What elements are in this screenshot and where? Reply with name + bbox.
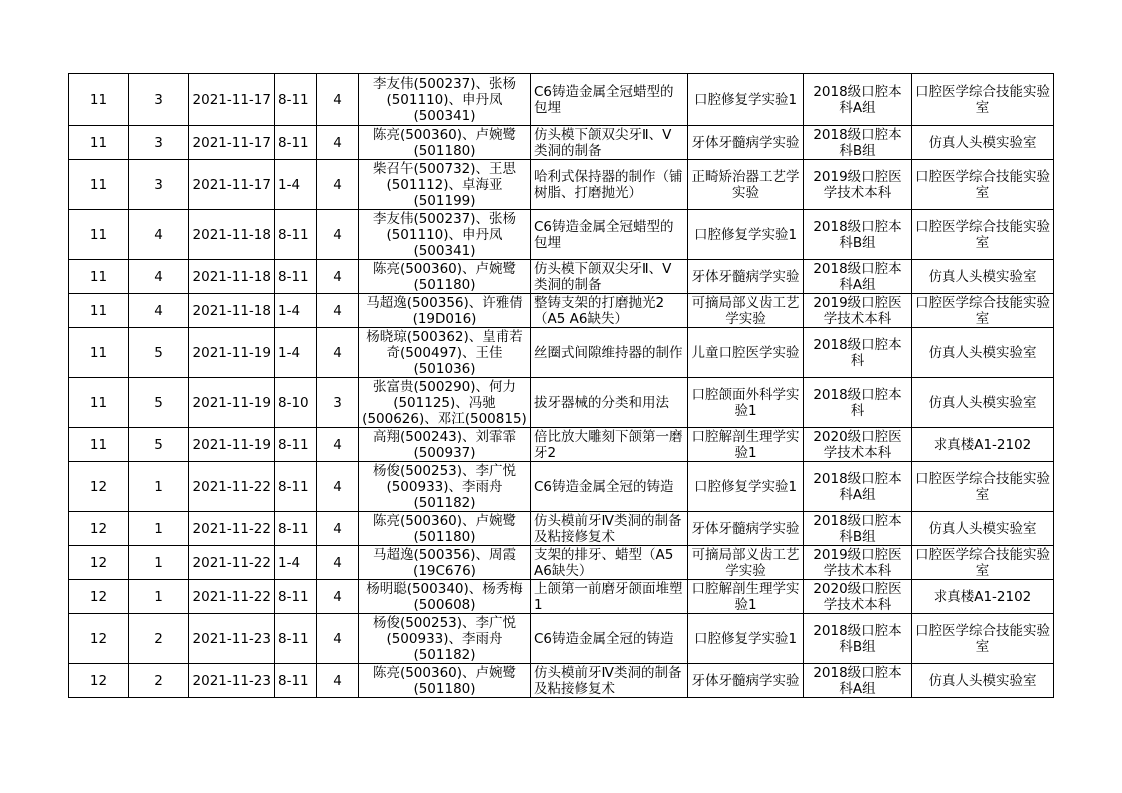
sections-cell: 1-4 [275, 294, 317, 328]
course-cell: 牙体牙髓病学实验 [688, 260, 804, 294]
content-cell: 哈利式保持器的制作（铺树脂、打磨抛光） [531, 160, 688, 210]
content-cell: C6铸造金属全冠蜡型的包埋 [531, 210, 688, 260]
course-cell: 牙体牙髓病学实验 [688, 664, 804, 698]
table-row [69, 512, 1054, 546]
sections-cell: 8-11 [275, 580, 317, 614]
class-cell: 2018级口腔本科A组 [804, 462, 912, 512]
room-cell: 求真楼A1-2102 [912, 428, 1054, 462]
week-cell: 11 [69, 126, 129, 160]
class-cell: 2018级口腔本科B组 [804, 512, 912, 546]
date-cell: 2021-11-22 [189, 512, 275, 546]
date-cell: 2021-11-22 [189, 580, 275, 614]
teachers-cell: 杨晓琼(500362)、皇甫若奇(500497)、王佳(501036) [359, 328, 531, 378]
date-cell: 2021-11-23 [189, 664, 275, 698]
content-cell: C6铸造金属全冠蜡型的包埋 [531, 74, 688, 126]
day-cell: 4 [129, 294, 189, 328]
day-cell: 1 [129, 512, 189, 546]
sections-cell: 8-11 [275, 260, 317, 294]
sections-cell: 8-11 [275, 74, 317, 126]
content-cell: 支架的排牙、蜡型（A5 A6缺失） [531, 546, 688, 580]
day-cell: 2 [129, 614, 189, 664]
class-cell: 2018级口腔本科 [804, 378, 912, 428]
table-row [69, 160, 1054, 210]
day-cell: 1 [129, 580, 189, 614]
date-cell: 2021-11-23 [189, 614, 275, 664]
content-cell: 仿头模下颌双尖牙Ⅱ、Ⅴ类洞的制备 [531, 126, 688, 160]
content-cell: C6铸造金属全冠的铸造 [531, 462, 688, 512]
course-cell: 口腔解剖生理学实验1 [688, 428, 804, 462]
sections-cell: 8-11 [275, 614, 317, 664]
table-row [69, 614, 1054, 664]
date-cell: 2021-11-18 [189, 210, 275, 260]
teachers-cell: 杨俊(500253)、李广悦(500933)、李雨舟(501182) [359, 462, 531, 512]
course-cell: 口腔修复学实验1 [688, 614, 804, 664]
class-cell: 2018级口腔本科A组 [804, 74, 912, 126]
room-cell: 仿真人头模实验室 [912, 328, 1054, 378]
sections-cell: 8-11 [275, 210, 317, 260]
content-cell: 仿头模下颌双尖牙Ⅱ、Ⅴ类洞的制备 [531, 260, 688, 294]
day-cell: 3 [129, 160, 189, 210]
teachers-cell: 陈亮(500360)、卢婉鹭(501180) [359, 664, 531, 698]
hours-cell: 4 [317, 210, 359, 260]
week-cell: 12 [69, 614, 129, 664]
week-cell: 12 [69, 580, 129, 614]
table-row [69, 664, 1054, 698]
schedule-table [68, 73, 1054, 698]
class-cell: 2018级口腔本科 [804, 328, 912, 378]
table-row [69, 126, 1054, 160]
course-cell: 可摘局部义齿工艺学实验 [688, 294, 804, 328]
table-row [69, 328, 1054, 378]
hours-cell: 4 [317, 260, 359, 294]
week-cell: 12 [69, 664, 129, 698]
course-cell: 口腔解剖生理学实验1 [688, 580, 804, 614]
week-cell: 12 [69, 546, 129, 580]
day-cell: 4 [129, 210, 189, 260]
day-cell: 4 [129, 260, 189, 294]
date-cell: 2021-11-19 [189, 328, 275, 378]
hours-cell: 4 [317, 74, 359, 126]
date-cell: 2021-11-19 [189, 378, 275, 428]
content-cell: 拔牙器械的分类和用法 [531, 378, 688, 428]
week-cell: 11 [69, 210, 129, 260]
room-cell: 口腔医学综合技能实验室 [912, 160, 1054, 210]
sections-cell: 1-4 [275, 546, 317, 580]
sections-cell: 1-4 [275, 328, 317, 378]
day-cell: 5 [129, 328, 189, 378]
date-cell: 2021-11-18 [189, 260, 275, 294]
class-cell: 2018级口腔本科B组 [804, 614, 912, 664]
hours-cell: 4 [317, 328, 359, 378]
date-cell: 2021-11-17 [189, 126, 275, 160]
course-cell: 牙体牙髓病学实验 [688, 126, 804, 160]
content-cell: C6铸造金属全冠的铸造 [531, 614, 688, 664]
room-cell: 口腔医学综合技能实验室 [912, 546, 1054, 580]
class-cell: 2019级口腔医学技术本科 [804, 546, 912, 580]
room-cell: 口腔医学综合技能实验室 [912, 614, 1054, 664]
table-row [69, 546, 1054, 580]
table-row [69, 378, 1054, 428]
hours-cell: 4 [317, 294, 359, 328]
day-cell: 1 [129, 546, 189, 580]
day-cell: 5 [129, 428, 189, 462]
day-cell: 2 [129, 664, 189, 698]
teachers-cell: 李友伟(500237)、张杨(501110)、申丹凤(500341) [359, 210, 531, 260]
day-cell: 3 [129, 74, 189, 126]
sections-cell: 8-11 [275, 428, 317, 462]
room-cell: 仿真人头模实验室 [912, 664, 1054, 698]
week-cell: 11 [69, 428, 129, 462]
teachers-cell: 马超逸(500356)、周霞(19C676) [359, 546, 531, 580]
content-cell: 倍比放大雕刻下颌第一磨牙2 [531, 428, 688, 462]
content-cell: 丝圈式间隙维持器的制作 [531, 328, 688, 378]
room-cell: 口腔医学综合技能实验室 [912, 462, 1054, 512]
hours-cell: 4 [317, 512, 359, 546]
course-cell: 正畸矫治器工艺学实验 [688, 160, 804, 210]
sections-cell: 8-11 [275, 126, 317, 160]
content-cell: 仿头模前牙Ⅳ类洞的制备及粘接修复术 [531, 512, 688, 546]
date-cell: 2021-11-17 [189, 160, 275, 210]
teachers-cell: 李友伟(500237)、张杨(501110)、申丹凤(500341) [359, 74, 531, 126]
hours-cell: 4 [317, 664, 359, 698]
day-cell: 5 [129, 378, 189, 428]
hours-cell: 4 [317, 126, 359, 160]
teachers-cell: 柴召午(500732)、王思(501112)、卓海亚(501199) [359, 160, 531, 210]
week-cell: 11 [69, 74, 129, 126]
teachers-cell: 陈亮(500360)、卢婉鹭(501180) [359, 512, 531, 546]
content-cell: 整铸支架的打磨抛光2（A5 A6缺失） [531, 294, 688, 328]
class-cell: 2018级口腔本科A组 [804, 664, 912, 698]
hours-cell: 4 [317, 160, 359, 210]
room-cell: 仿真人头模实验室 [912, 378, 1054, 428]
course-cell: 牙体牙髓病学实验 [688, 512, 804, 546]
week-cell: 12 [69, 462, 129, 512]
class-cell: 2018级口腔本科B组 [804, 126, 912, 160]
hours-cell: 4 [317, 428, 359, 462]
class-cell: 2018级口腔本科A组 [804, 260, 912, 294]
table-row [69, 294, 1054, 328]
table-row [69, 462, 1054, 512]
week-cell: 11 [69, 378, 129, 428]
table-row [69, 260, 1054, 294]
day-cell: 3 [129, 126, 189, 160]
room-cell: 口腔医学综合技能实验室 [912, 294, 1054, 328]
day-cell: 1 [129, 462, 189, 512]
table-row [69, 74, 1054, 126]
teachers-cell: 陈亮(500360)、卢婉鹭(501180) [359, 126, 531, 160]
room-cell: 仿真人头模实验室 [912, 512, 1054, 546]
class-cell: 2018级口腔本科B组 [804, 210, 912, 260]
sections-cell: 8-11 [275, 664, 317, 698]
teachers-cell: 陈亮(500360)、卢婉鹭(501180) [359, 260, 531, 294]
week-cell: 11 [69, 294, 129, 328]
content-cell: 上颌第一前磨牙颌面堆塑1 [531, 580, 688, 614]
class-cell: 2020级口腔医学技术本科 [804, 428, 912, 462]
week-cell: 11 [69, 160, 129, 210]
table-row [69, 580, 1054, 614]
course-cell: 口腔颌面外科学实验1 [688, 378, 804, 428]
hours-cell: 3 [317, 378, 359, 428]
course-cell: 儿童口腔医学实验 [688, 328, 804, 378]
date-cell: 2021-11-22 [189, 546, 275, 580]
room-cell: 仿真人头模实验室 [912, 260, 1054, 294]
teachers-cell: 马超逸(500356)、许雅倩(19D016) [359, 294, 531, 328]
hours-cell: 4 [317, 614, 359, 664]
sections-cell: 8-11 [275, 512, 317, 546]
sections-cell: 8-11 [275, 462, 317, 512]
teachers-cell: 高翔(500243)、刘霏霏(500937) [359, 428, 531, 462]
date-cell: 2021-11-19 [189, 428, 275, 462]
course-cell: 可摘局部义齿工艺学实验 [688, 546, 804, 580]
content-cell: 仿头模前牙Ⅳ类洞的制备及粘接修复术 [531, 664, 688, 698]
teachers-cell: 杨俊(500253)、李广悦(500933)、李雨舟(501182) [359, 614, 531, 664]
room-cell: 仿真人头模实验室 [912, 126, 1054, 160]
class-cell: 2019级口腔医学技术本科 [804, 160, 912, 210]
teachers-cell: 杨明聪(500340)、杨秀梅(500608) [359, 580, 531, 614]
class-cell: 2019级口腔医学技术本科 [804, 294, 912, 328]
sections-cell: 1-4 [275, 160, 317, 210]
room-cell: 求真楼A1-2102 [912, 580, 1054, 614]
date-cell: 2021-11-18 [189, 294, 275, 328]
schedule-rows [69, 74, 1054, 698]
week-cell: 11 [69, 260, 129, 294]
hours-cell: 4 [317, 462, 359, 512]
room-cell: 口腔医学综合技能实验室 [912, 74, 1054, 126]
date-cell: 2021-11-17 [189, 74, 275, 126]
table-row [69, 210, 1054, 260]
week-cell: 11 [69, 328, 129, 378]
course-cell: 口腔修复学实验1 [688, 74, 804, 126]
course-cell: 口腔修复学实验1 [688, 462, 804, 512]
sections-cell: 8-10 [275, 378, 317, 428]
week-cell: 12 [69, 512, 129, 546]
course-cell: 口腔修复学实验1 [688, 210, 804, 260]
date-cell: 2021-11-22 [189, 462, 275, 512]
teachers-cell: 张富贵(500290)、何力(501125)、冯驰(500626)、邓江(500815) [359, 378, 531, 428]
hours-cell: 4 [317, 580, 359, 614]
class-cell: 2020级口腔医学技术本科 [804, 580, 912, 614]
room-cell: 口腔医学综合技能实验室 [912, 210, 1054, 260]
hours-cell: 4 [317, 546, 359, 580]
table-row [69, 428, 1054, 462]
